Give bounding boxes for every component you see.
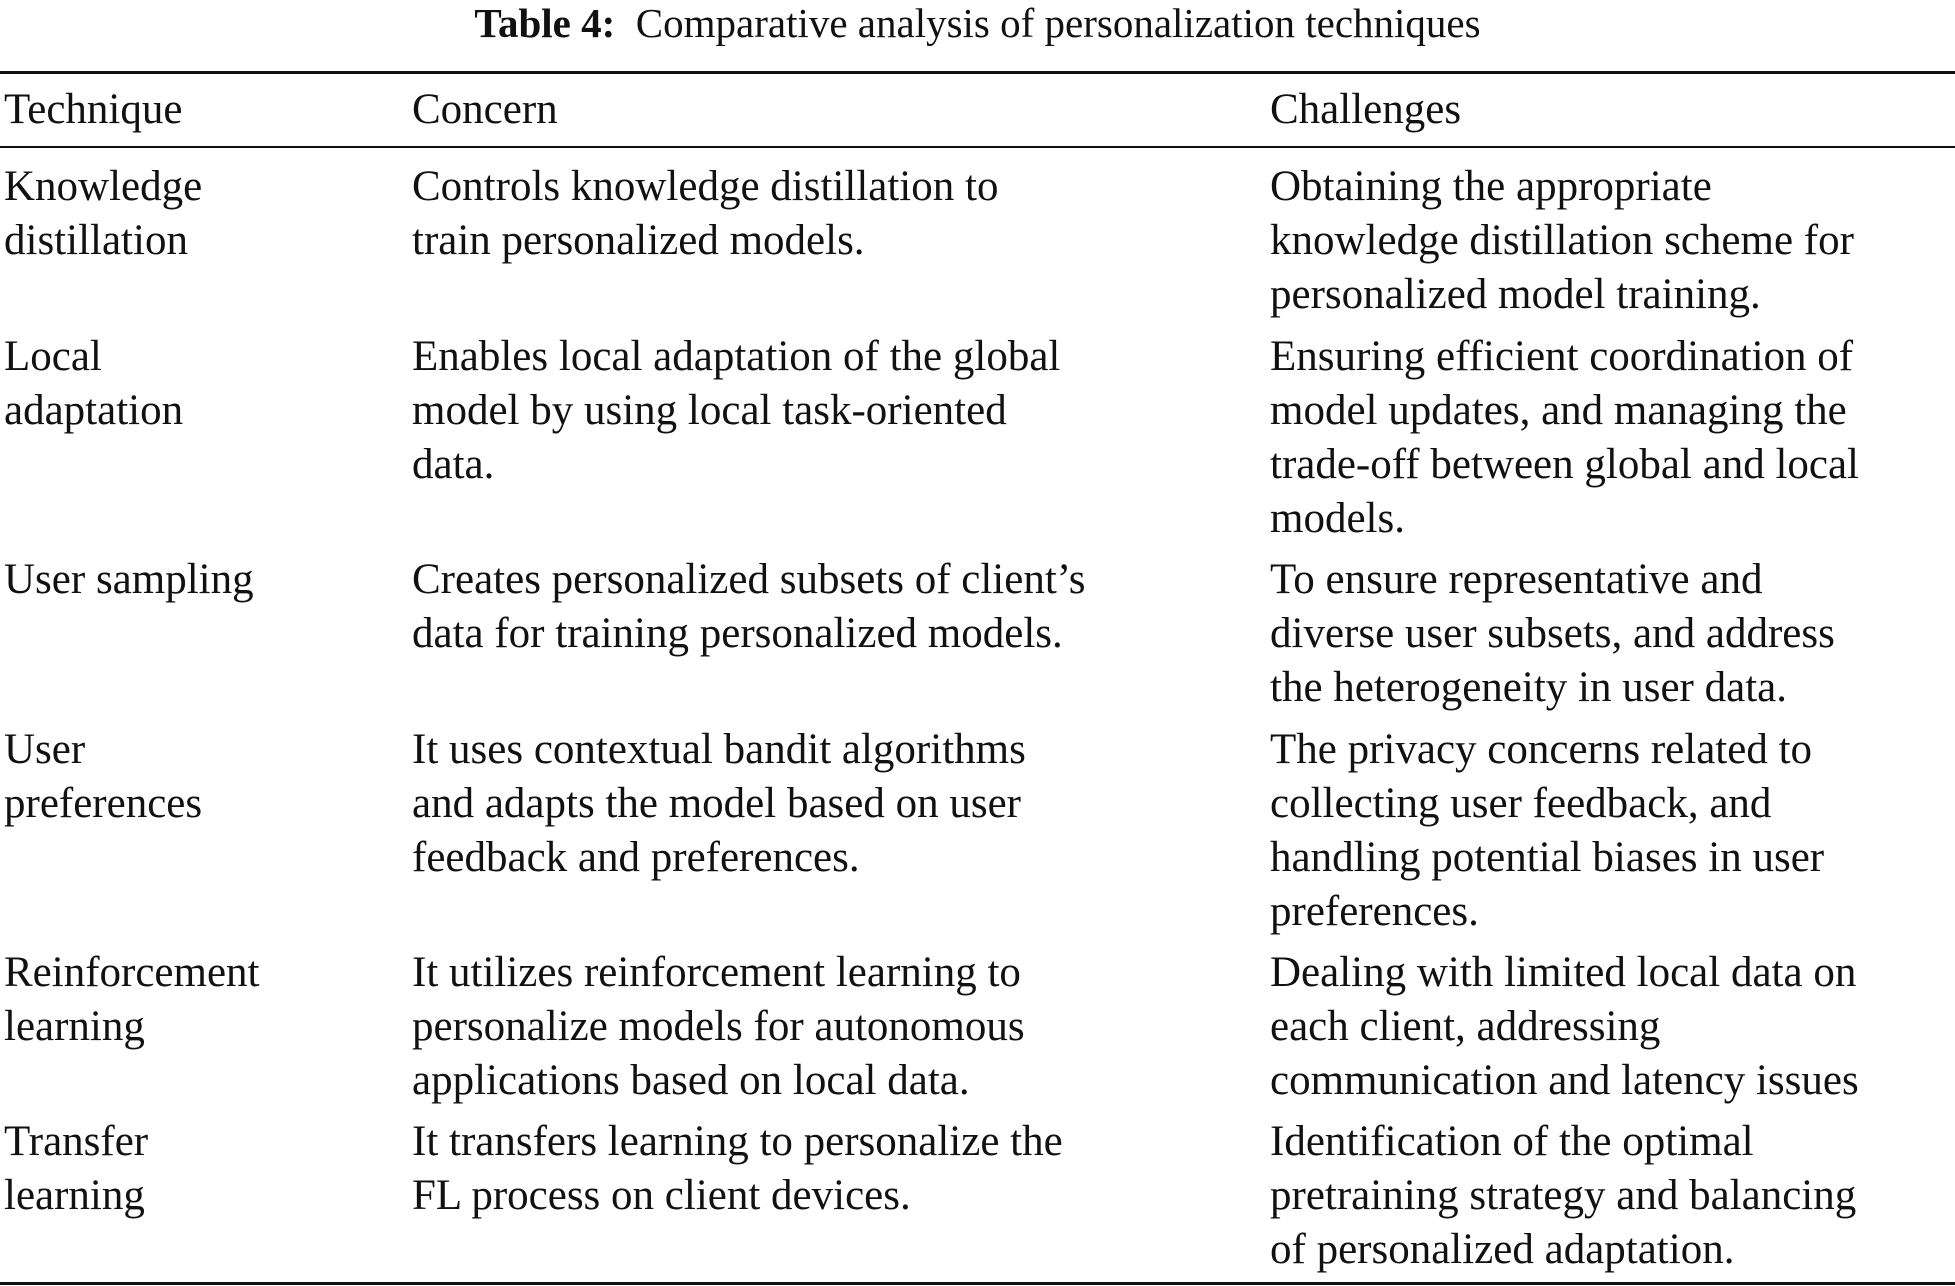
cell-line: FL process on client devices. xyxy=(412,1172,911,1219)
cell-line: It transfers learning to personalize the xyxy=(412,1118,1063,1165)
cell-line: To ensure representative and xyxy=(1270,556,1763,603)
cell-line: Controls knowledge distillation to xyxy=(412,163,999,210)
header-rule xyxy=(0,146,1955,148)
cell-line: the heterogeneity in user data. xyxy=(1270,664,1787,711)
top-rule xyxy=(0,71,1955,74)
cell-concern xyxy=(412,330,1060,492)
cell-line: handling potential biases in user xyxy=(1270,834,1825,881)
cell-line: learning xyxy=(4,1172,145,1219)
cell-line: of personalized adaptation. xyxy=(1270,1226,1735,1273)
cell-line: Ensuring efficient coordination of xyxy=(1270,333,1854,380)
cell-challenges xyxy=(1270,553,1835,715)
cell-challenges xyxy=(1270,330,1859,546)
cell-line: Local xyxy=(4,333,102,380)
column-header-challenges: Challenges xyxy=(1270,86,1462,133)
cell-line: knowledge distillation scheme for xyxy=(1270,217,1854,264)
cell-concern xyxy=(412,946,1025,1108)
cell-line: data. xyxy=(412,441,495,488)
cell-line: each client, addressing xyxy=(1270,1003,1661,1050)
cell-line: The privacy concerns related to xyxy=(1270,726,1813,773)
caption-label: Table 4: xyxy=(474,0,616,46)
caption-text: Comparative analysis of personalization techniques xyxy=(635,0,1481,46)
cell-concern xyxy=(412,553,1085,661)
cell-line: Dealing with limited local data on xyxy=(1270,949,1857,996)
cell-line: preferences. xyxy=(1270,888,1479,935)
bottom-rule xyxy=(0,1282,1955,1285)
cell-line: distillation xyxy=(4,217,188,264)
cell-technique xyxy=(4,1115,148,1223)
column-header-concern: Concern xyxy=(412,86,558,133)
cell-concern xyxy=(412,1115,1063,1223)
cell-line: Reinforcement xyxy=(4,949,260,996)
cell-line: It utilizes reinforcement learning to xyxy=(412,949,1021,996)
cell-technique xyxy=(4,160,202,268)
cell-line: feedback and preferences. xyxy=(412,834,860,881)
cell-concern xyxy=(412,160,998,268)
cell-technique xyxy=(4,553,254,607)
cell-line: preferences xyxy=(4,780,203,827)
cell-line: communication and latency issues xyxy=(1270,1057,1859,1104)
cell-challenges xyxy=(1270,723,1824,939)
cell-line: models. xyxy=(1270,495,1405,542)
cell-line: Creates personalized subsets of client’s xyxy=(412,556,1086,603)
cell-line: trade-off between global and local xyxy=(1270,441,1860,488)
column-header-technique: Technique xyxy=(4,86,183,133)
cell-technique xyxy=(4,946,260,1054)
cell-line: applications based on local data. xyxy=(412,1057,970,1104)
cell-challenges xyxy=(1270,160,1854,322)
cell-line: User sampling xyxy=(4,556,254,603)
table-caption xyxy=(0,0,1955,46)
cell-line: collecting user feedback, and xyxy=(1270,780,1772,827)
cell-technique xyxy=(4,723,202,831)
cell-line: adaptation xyxy=(4,387,184,434)
cell-line: It uses contextual bandit algorithms xyxy=(412,726,1026,773)
cell-line: User xyxy=(4,726,86,773)
cell-line: pretraining strategy and balancing xyxy=(1270,1172,1857,1219)
cell-challenges xyxy=(1270,946,1859,1108)
cell-line: personalize models for autonomous xyxy=(412,1003,1025,1050)
cell-line: Knowledge xyxy=(4,163,203,210)
cell-line: Transfer xyxy=(4,1118,149,1165)
cell-line: diverse user subsets, and address xyxy=(1270,610,1835,657)
cell-line: personalized model training. xyxy=(1270,271,1761,318)
cell-line: and adapts the model based on user xyxy=(412,780,1021,827)
cell-line: Identification of the optimal xyxy=(1270,1118,1754,1165)
cell-line: Obtaining the appropriate xyxy=(1270,163,1712,210)
cell-line: data for training personalized models. xyxy=(412,610,1063,657)
cell-line: learning xyxy=(4,1003,145,1050)
cell-line: model updates, and managing the xyxy=(1270,387,1847,434)
cell-line: train personalized models. xyxy=(412,217,865,264)
cell-concern xyxy=(412,723,1026,885)
cell-technique xyxy=(4,330,183,438)
cell-line: model by using local task-oriented xyxy=(412,387,1007,434)
cell-line: Enables local adaptation of the global xyxy=(412,333,1061,380)
cell-challenges xyxy=(1270,1115,1856,1277)
